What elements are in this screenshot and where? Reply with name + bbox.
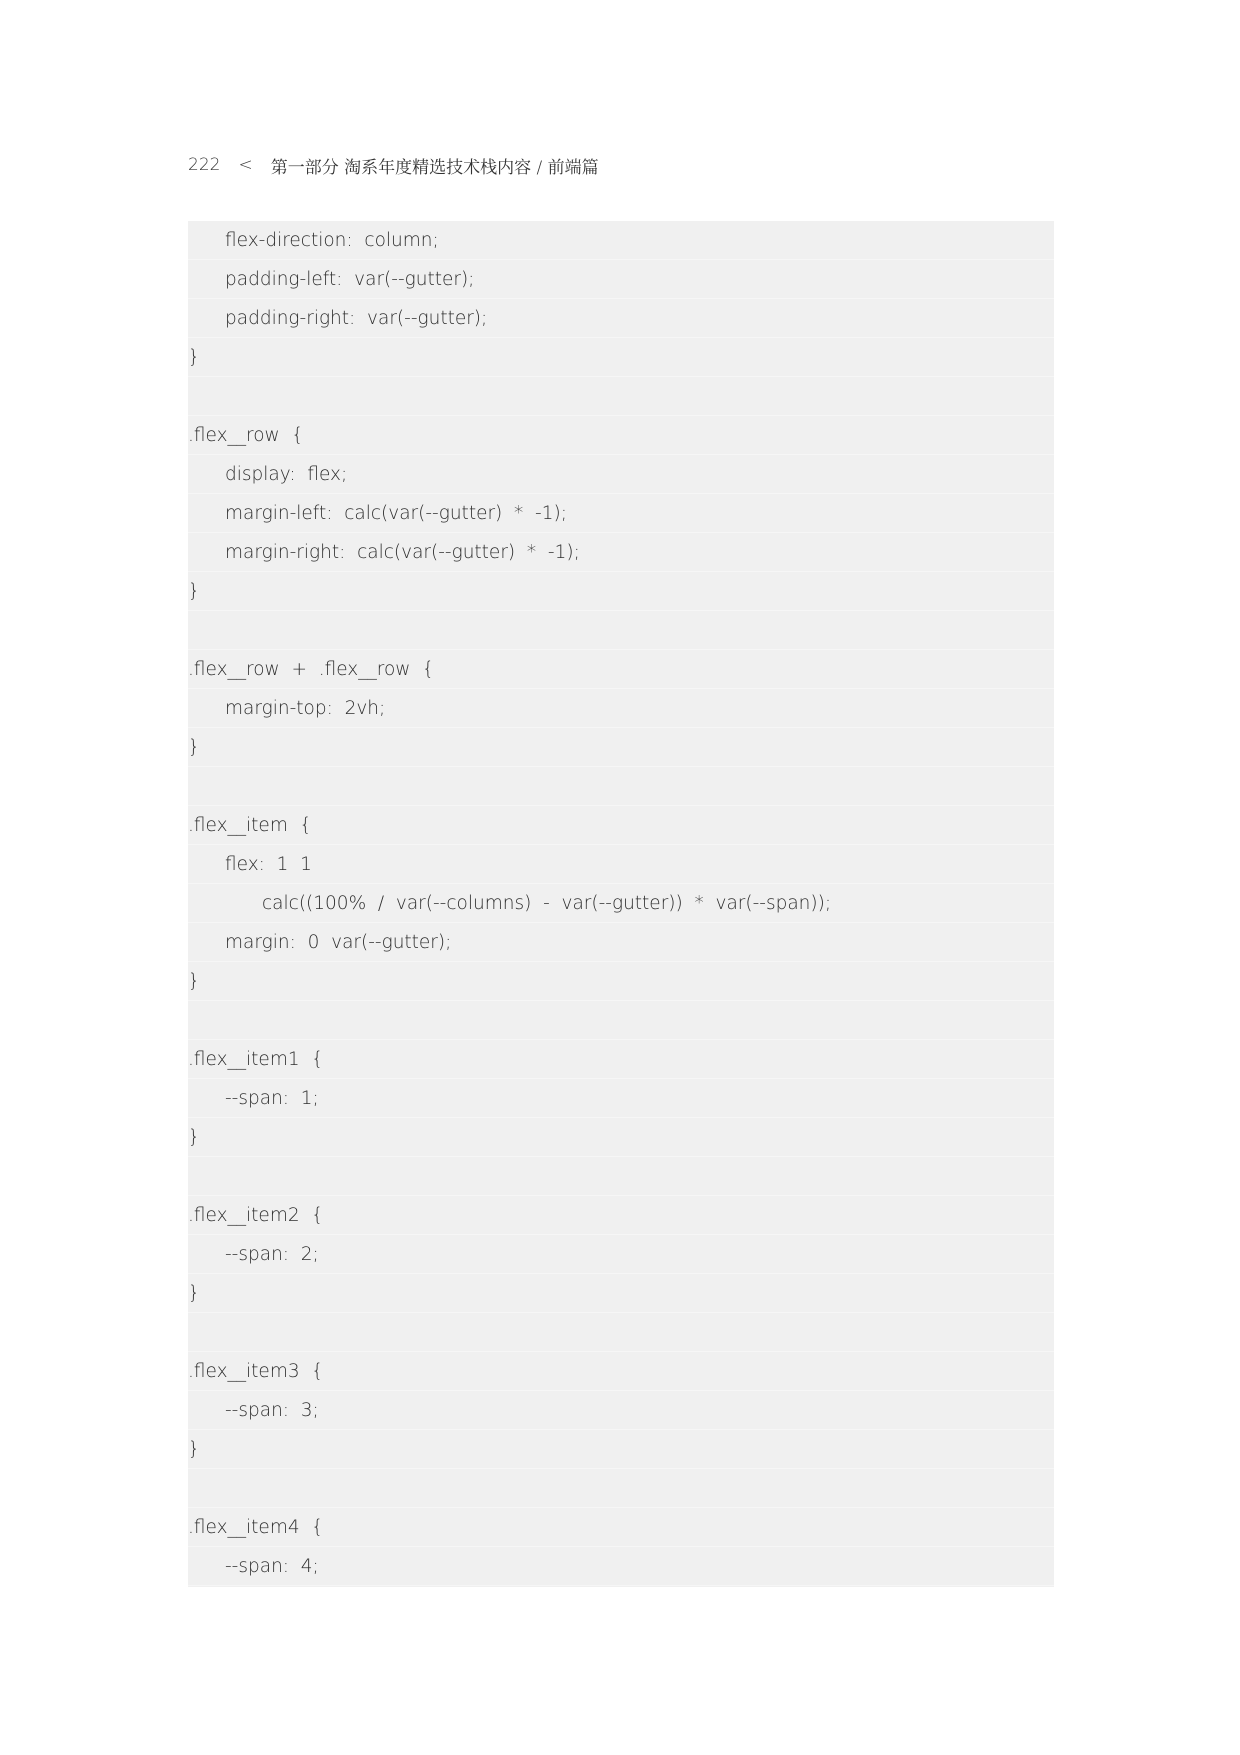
code-line [188, 1313, 1054, 1352]
code-line [188, 377, 1054, 416]
code-line: } [188, 338, 1054, 377]
code-line: --span: 4; [188, 1547, 1054, 1586]
code-line: flex: 1 1 [188, 845, 1054, 884]
code-line: margin-top: 2vh; [188, 689, 1054, 728]
code-line: .flex__item { [188, 806, 1054, 845]
code-line: .flex__item1 { [188, 1040, 1054, 1079]
code-line [188, 1469, 1054, 1508]
header-separator: < [238, 155, 253, 175]
code-line: padding-right: var(--gutter); [188, 299, 1054, 338]
code-line: flex-direction: column; [188, 221, 1054, 260]
code-line: } [188, 1430, 1054, 1469]
code-line: --span: 1; [188, 1079, 1054, 1118]
code-line [188, 1001, 1054, 1040]
code-line: margin-right: calc(var(--gutter) * -1); [188, 533, 1054, 572]
code-line: padding-left: var(--gutter); [188, 260, 1054, 299]
code-line: } [188, 728, 1054, 767]
code-line: .flex__item2 { [188, 1196, 1054, 1235]
part-title: 第一部分 淘系年度精选技术栈内容 / 前端篇 [270, 157, 599, 178]
code-line: display: flex; [188, 455, 1054, 494]
code-line: margin-left: calc(var(--gutter) * -1); [188, 494, 1054, 533]
code-line: .flex__row + .flex__row { [188, 650, 1054, 689]
code-line [188, 767, 1054, 806]
code-line: margin: 0 var(--gutter); [188, 923, 1054, 962]
code-line: } [188, 1118, 1054, 1157]
code-line [188, 1157, 1054, 1196]
code-line: .flex__item4 { [188, 1508, 1054, 1547]
code-line: } [188, 572, 1054, 611]
code-block [188, 221, 1054, 1587]
code-line: } [188, 962, 1054, 1001]
code-line: calc((100% / var(--columns) - var(--gutter)) * var(--span)); [188, 884, 1054, 923]
code-line: .flex__row { [188, 416, 1054, 455]
code-line: .flex__item3 { [188, 1352, 1054, 1391]
code-line [188, 611, 1054, 650]
page-number: 222 [188, 155, 221, 175]
running-header [188, 150, 599, 180]
code-line: --span: 2; [188, 1235, 1054, 1274]
code-line: --span: 3; [188, 1391, 1054, 1430]
code-line: } [188, 1274, 1054, 1313]
